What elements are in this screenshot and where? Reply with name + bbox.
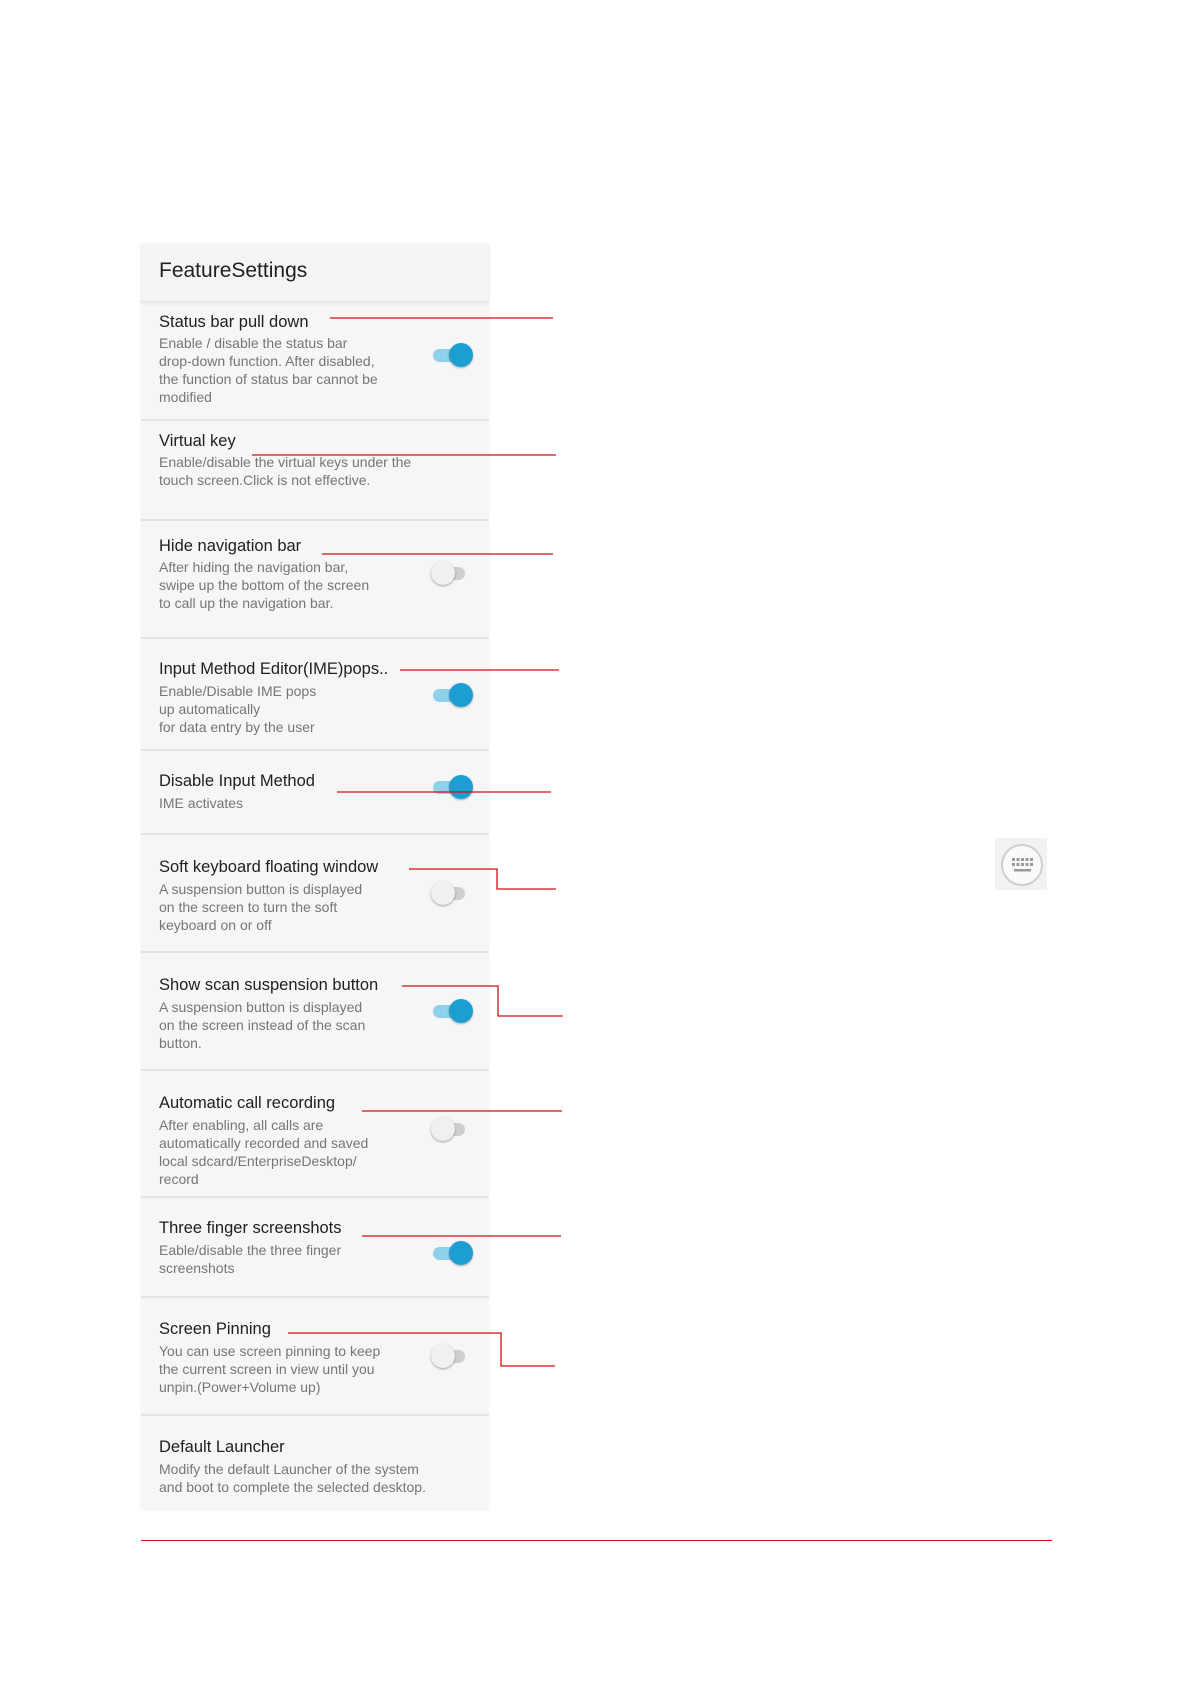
toggle-thumb	[449, 343, 473, 367]
setting-toggle[interactable]	[431, 682, 477, 708]
setting-toggle[interactable]	[431, 342, 477, 368]
panel-header	[141, 244, 489, 302]
setting-description: A suspension button is displayed on the screen to turn the soft keyboard on or off	[159, 881, 363, 933]
setting-toggle[interactable]	[431, 560, 477, 586]
setting-description: Enable / disable the status bar drop-down function. After disabled, the function of status bar cannot be modified	[159, 335, 378, 405]
setting-toggle[interactable]	[431, 1240, 477, 1266]
setting-row[interactable]	[141, 521, 489, 639]
setting-description: You can use screen pinning to keep the current screen in view until you unpin.(Power+Volume up)	[159, 1343, 381, 1395]
setting-toggle[interactable]	[431, 880, 477, 906]
setting-title: Hide navigation bar	[159, 537, 302, 555]
setting-toggle[interactable]	[431, 1343, 477, 1369]
toggle-thumb	[431, 1117, 455, 1141]
setting-description: IME activates	[159, 795, 244, 811]
setting-description: After hiding the navigation bar, swipe up the bottom of the screen to call up the navigation bar.	[159, 559, 370, 611]
setting-description: After enabling, all calls are automatically recorded and saved local sdcard/EnterpriseDesktop/ record	[159, 1117, 369, 1187]
setting-description: A suspension button is displayed on the screen instead of the scan button.	[159, 999, 366, 1051]
setting-title: Automatic call recording	[159, 1094, 336, 1112]
setting-description: Eable/disable the three finger screenshots	[159, 1242, 342, 1276]
setting-row[interactable]	[141, 835, 489, 953]
setting-row[interactable]	[141, 639, 489, 751]
setting-row[interactable]	[141, 1071, 489, 1198]
setting-description: Modify the default Launcher of the system and boot to complete the selected desktop.	[159, 1461, 426, 1495]
toggle-thumb	[449, 999, 473, 1023]
setting-row[interactable]	[141, 751, 489, 835]
setting-title: Screen Pinning	[159, 1320, 271, 1338]
keyboard-icon	[1001, 844, 1043, 886]
keyboard-floating-button[interactable]	[995, 838, 1047, 890]
feature-settings-panel	[141, 244, 489, 1510]
setting-title: Three finger screenshots	[159, 1219, 342, 1237]
setting-title: Virtual key	[159, 432, 236, 450]
setting-description: Enable/disable the virtual keys under the touch screen.Click is not effective.	[159, 454, 412, 488]
bottom-divider	[141, 1540, 1052, 1541]
setting-title: Input Method Editor(IME)pops..	[159, 660, 389, 678]
toggle-thumb	[449, 1241, 473, 1265]
toggle-thumb	[449, 775, 473, 799]
page-title: FeatureSettings	[159, 259, 308, 282]
setting-row[interactable]	[141, 421, 489, 521]
setting-row[interactable]	[141, 953, 489, 1071]
setting-toggle[interactable]	[431, 774, 477, 800]
setting-toggle[interactable]	[431, 998, 477, 1024]
setting-row[interactable]	[141, 1198, 489, 1298]
setting-toggle[interactable]	[431, 1116, 477, 1142]
toggle-thumb	[449, 683, 473, 707]
setting-row[interactable]	[141, 1298, 489, 1416]
setting-description: Enable/Disable IME pops up automatically for data entry by the user	[159, 683, 317, 735]
toggle-thumb	[431, 561, 455, 585]
setting-title: Show scan suspension button	[159, 976, 379, 994]
toggle-thumb	[431, 1344, 455, 1368]
setting-row[interactable]	[141, 301, 489, 421]
setting-title: Soft keyboard floating window	[159, 858, 379, 876]
setting-title: Default Launcher	[159, 1438, 285, 1456]
setting-title: Disable Input Method	[159, 772, 315, 790]
toggle-thumb	[431, 881, 455, 905]
setting-title: Status bar pull down	[159, 313, 309, 331]
setting-row[interactable]	[141, 1416, 489, 1510]
